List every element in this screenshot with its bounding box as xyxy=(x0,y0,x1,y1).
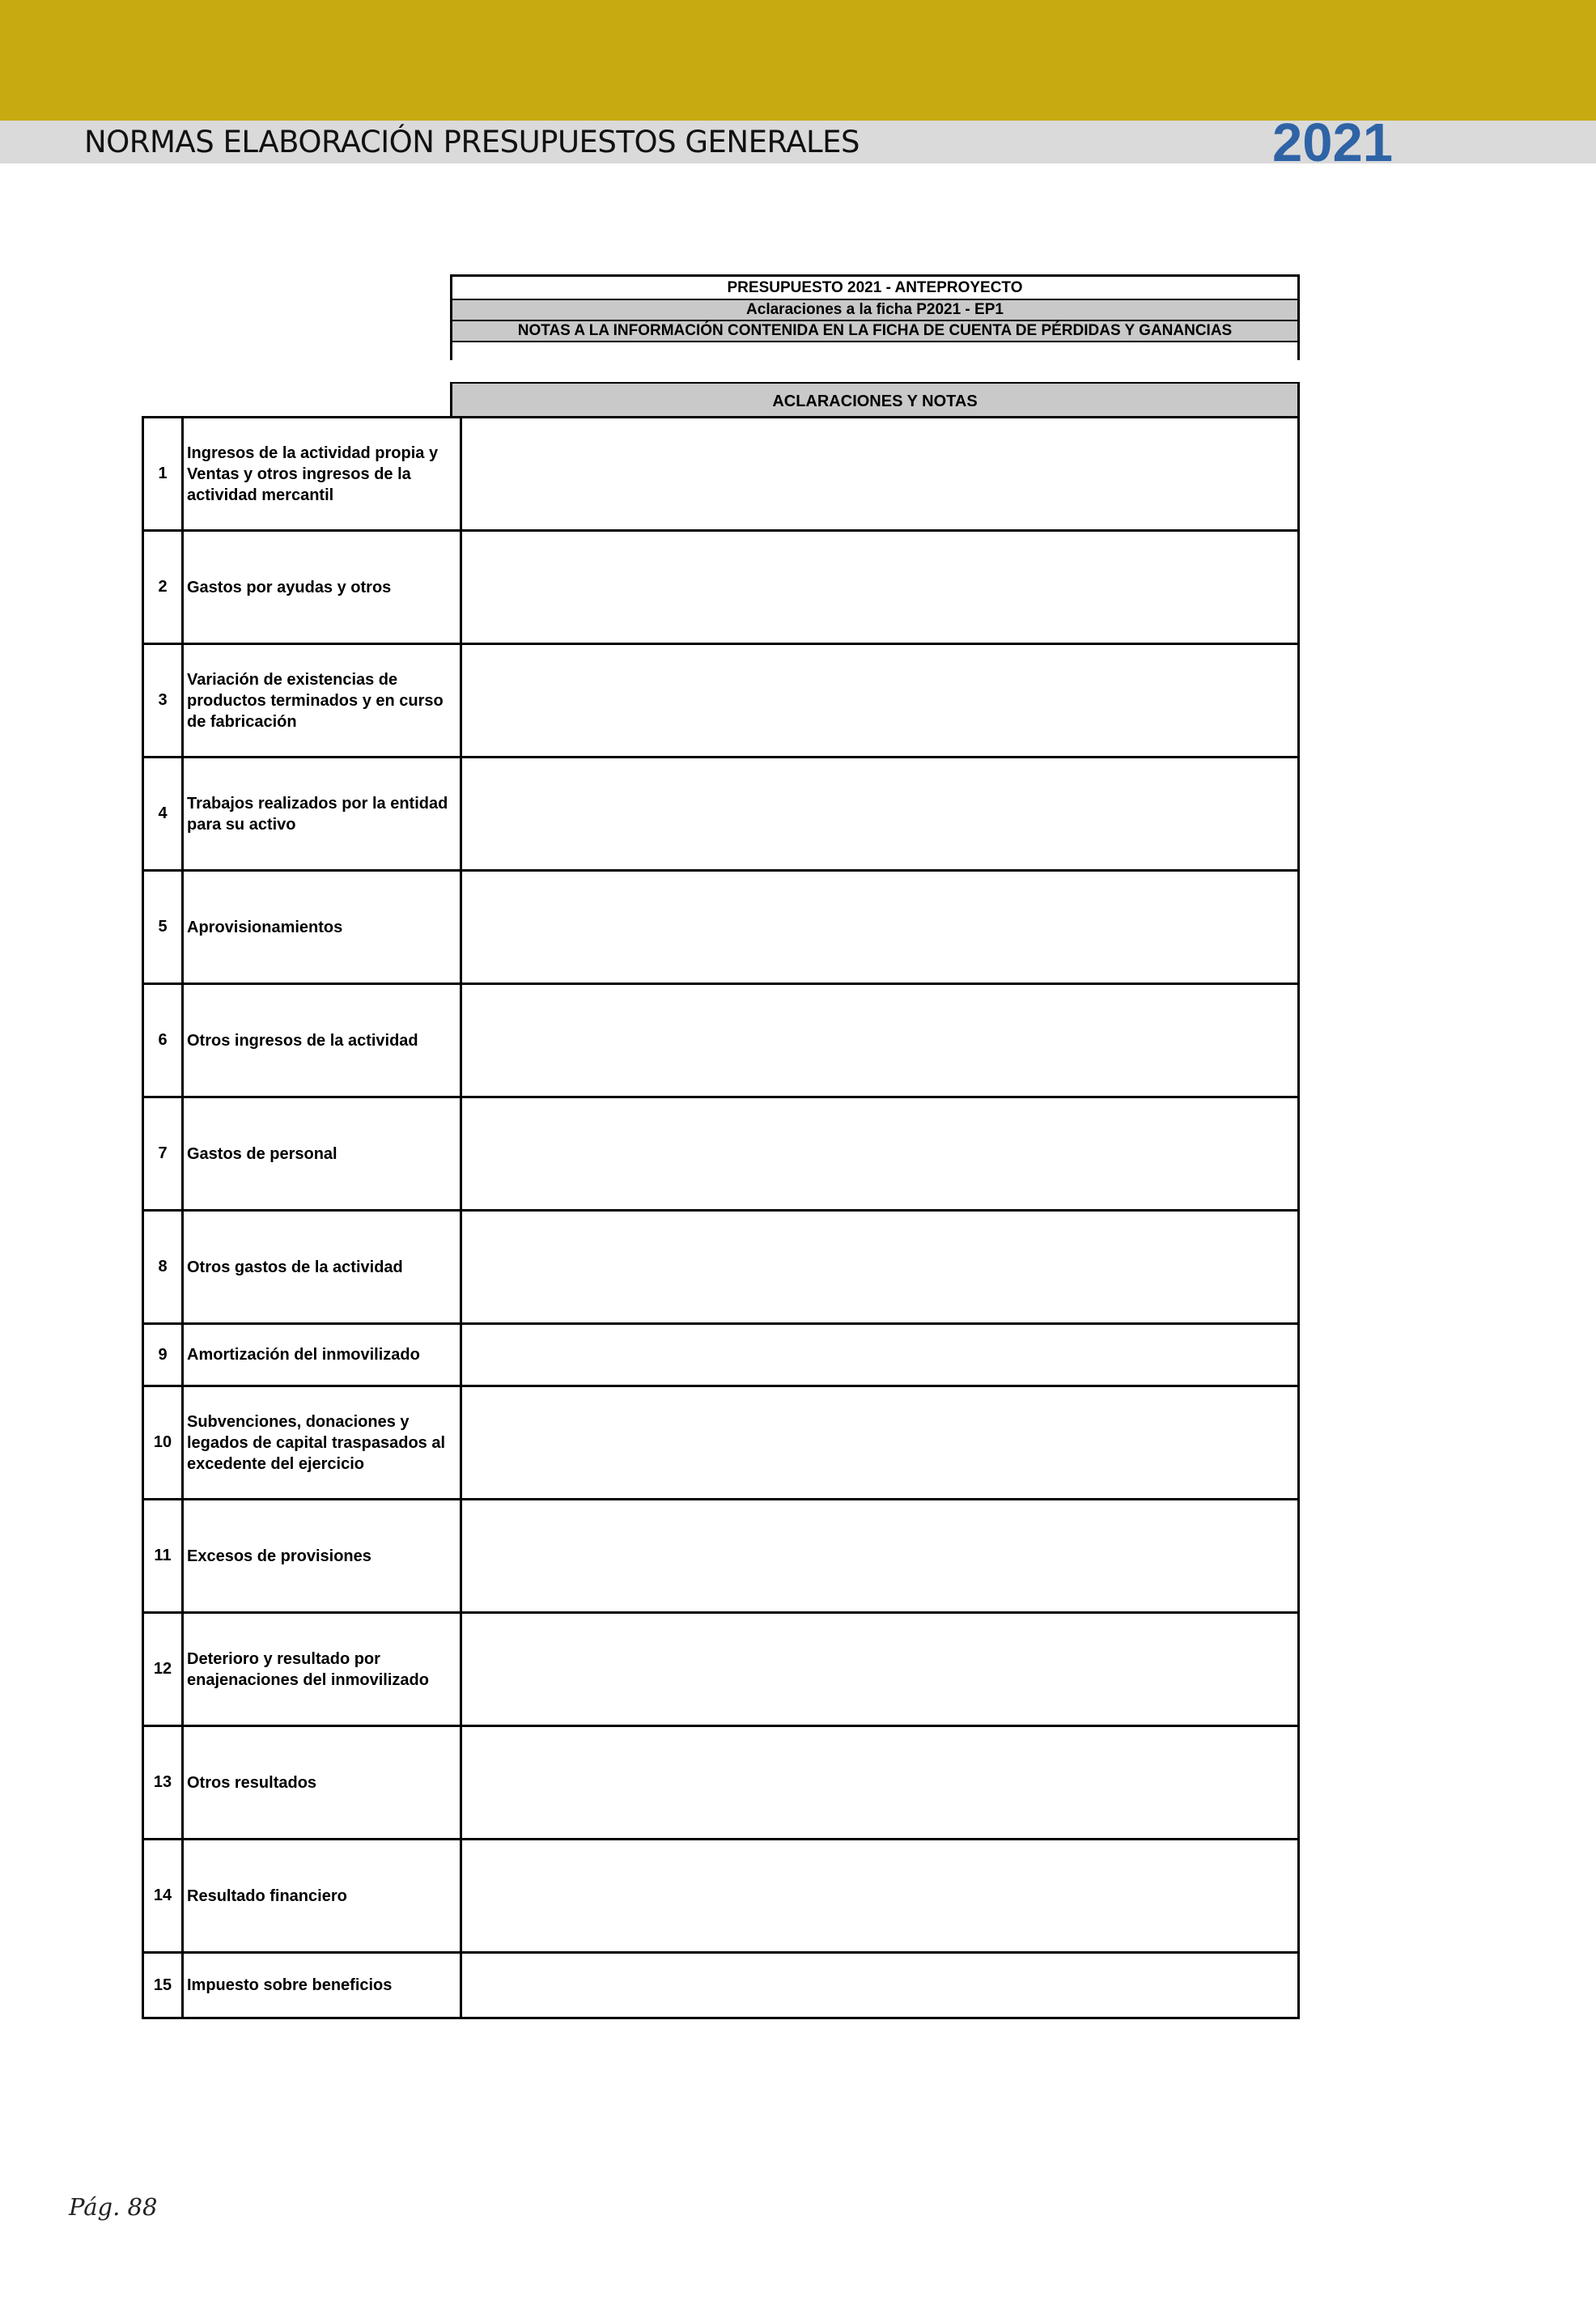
form-header-box xyxy=(450,274,1300,360)
notes-cell[interactable] xyxy=(461,1613,1299,1726)
row-number: 12 xyxy=(143,1613,183,1726)
row-number: 4 xyxy=(143,758,183,871)
table-row xyxy=(143,644,1299,758)
row-number: 2 xyxy=(143,531,183,644)
row-number: 7 xyxy=(143,1097,183,1211)
row-label: Gastos por ayudas y otros xyxy=(183,531,461,644)
table-row xyxy=(143,1840,1299,1953)
row-number: 10 xyxy=(143,1386,183,1500)
row-number: 11 xyxy=(143,1500,183,1613)
row-label: Otros gastos de la actividad xyxy=(183,1211,461,1324)
row-label: Resultado financiero xyxy=(183,1840,461,1953)
notes-cell[interactable] xyxy=(461,1840,1299,1953)
row-number: 3 xyxy=(143,644,183,758)
notes-column-header: ACLARACIONES Y NOTAS xyxy=(450,382,1300,418)
form-header-line-3: NOTAS A LA INFORMACIÓN CONTENIDA EN LA FICHA DE CUENTA DE PÉRDIDAS Y GANANCIAS xyxy=(452,320,1297,341)
notes-cell[interactable] xyxy=(461,871,1299,984)
row-number: 13 xyxy=(143,1726,183,1840)
notes-cell[interactable] xyxy=(461,1386,1299,1500)
table-row xyxy=(143,418,1299,531)
notes-cell[interactable] xyxy=(461,984,1299,1097)
form-header-line-2: Aclaraciones a la ficha P2021 - EP1 xyxy=(452,299,1297,320)
row-number: 1 xyxy=(143,418,183,531)
document-year: 2021 xyxy=(1272,112,1394,173)
top-color-band xyxy=(0,0,1596,121)
table-row xyxy=(143,1097,1299,1211)
notes-cell[interactable] xyxy=(461,1500,1299,1613)
row-number: 14 xyxy=(143,1840,183,1953)
row-label: Impuesto sobre beneficios xyxy=(183,1953,461,2018)
table-row xyxy=(143,871,1299,984)
table-row xyxy=(143,1211,1299,1324)
notes-cell[interactable] xyxy=(461,418,1299,531)
table-row xyxy=(143,1386,1299,1500)
row-number: 15 xyxy=(143,1953,183,2018)
table-row xyxy=(143,1726,1299,1840)
row-label: Variación de existencias de productos terminados y en curso de fabricación xyxy=(183,644,461,758)
row-number: 9 xyxy=(143,1324,183,1386)
notes-cell[interactable] xyxy=(461,1953,1299,2018)
notes-cell[interactable] xyxy=(461,1726,1299,1840)
row-number: 6 xyxy=(143,984,183,1097)
row-label: Excesos de provisiones xyxy=(183,1500,461,1613)
table-row xyxy=(143,1953,1299,2018)
table-row xyxy=(143,1500,1299,1613)
row-label: Otros resultados xyxy=(183,1726,461,1840)
table-row xyxy=(143,984,1299,1097)
row-number: 5 xyxy=(143,871,183,984)
page-number: Pág. 88 xyxy=(69,2193,158,2221)
notes-cell[interactable] xyxy=(461,1211,1299,1324)
row-label: Gastos de personal xyxy=(183,1097,461,1211)
document-title: NORMAS ELABORACIÓN PRESUPUESTOS GENERALES xyxy=(84,125,860,159)
notes-cell[interactable] xyxy=(461,531,1299,644)
row-label: Amortización del inmovilizado xyxy=(183,1324,461,1386)
row-number: 8 xyxy=(143,1211,183,1324)
notes-cell[interactable] xyxy=(461,644,1299,758)
table-row xyxy=(143,1613,1299,1726)
row-label: Subvenciones, donaciones y legados de capital traspasados al excedente del ejercicio xyxy=(183,1386,461,1500)
row-label: Trabajos realizados por la entidad para su activo xyxy=(183,758,461,871)
row-label: Aprovisionamientos xyxy=(183,871,461,984)
notes-table xyxy=(142,416,1300,2019)
form-header-line-1: PRESUPUESTO 2021 - ANTEPROYECTO xyxy=(452,277,1297,299)
row-label: Ingresos de la actividad propia y Ventas y otros ingresos de la actividad mercantil xyxy=(183,418,461,531)
form-header-line-4 xyxy=(452,341,1297,360)
table-row xyxy=(143,758,1299,871)
table-row xyxy=(143,531,1299,644)
notes-cell[interactable] xyxy=(461,1097,1299,1211)
table-row xyxy=(143,1324,1299,1386)
row-label: Otros ingresos de la actividad xyxy=(183,984,461,1097)
notes-cell[interactable] xyxy=(461,758,1299,871)
row-label: Deterioro y resultado por enajenaciones del inmovilizado xyxy=(183,1613,461,1726)
notes-cell[interactable] xyxy=(461,1324,1299,1386)
